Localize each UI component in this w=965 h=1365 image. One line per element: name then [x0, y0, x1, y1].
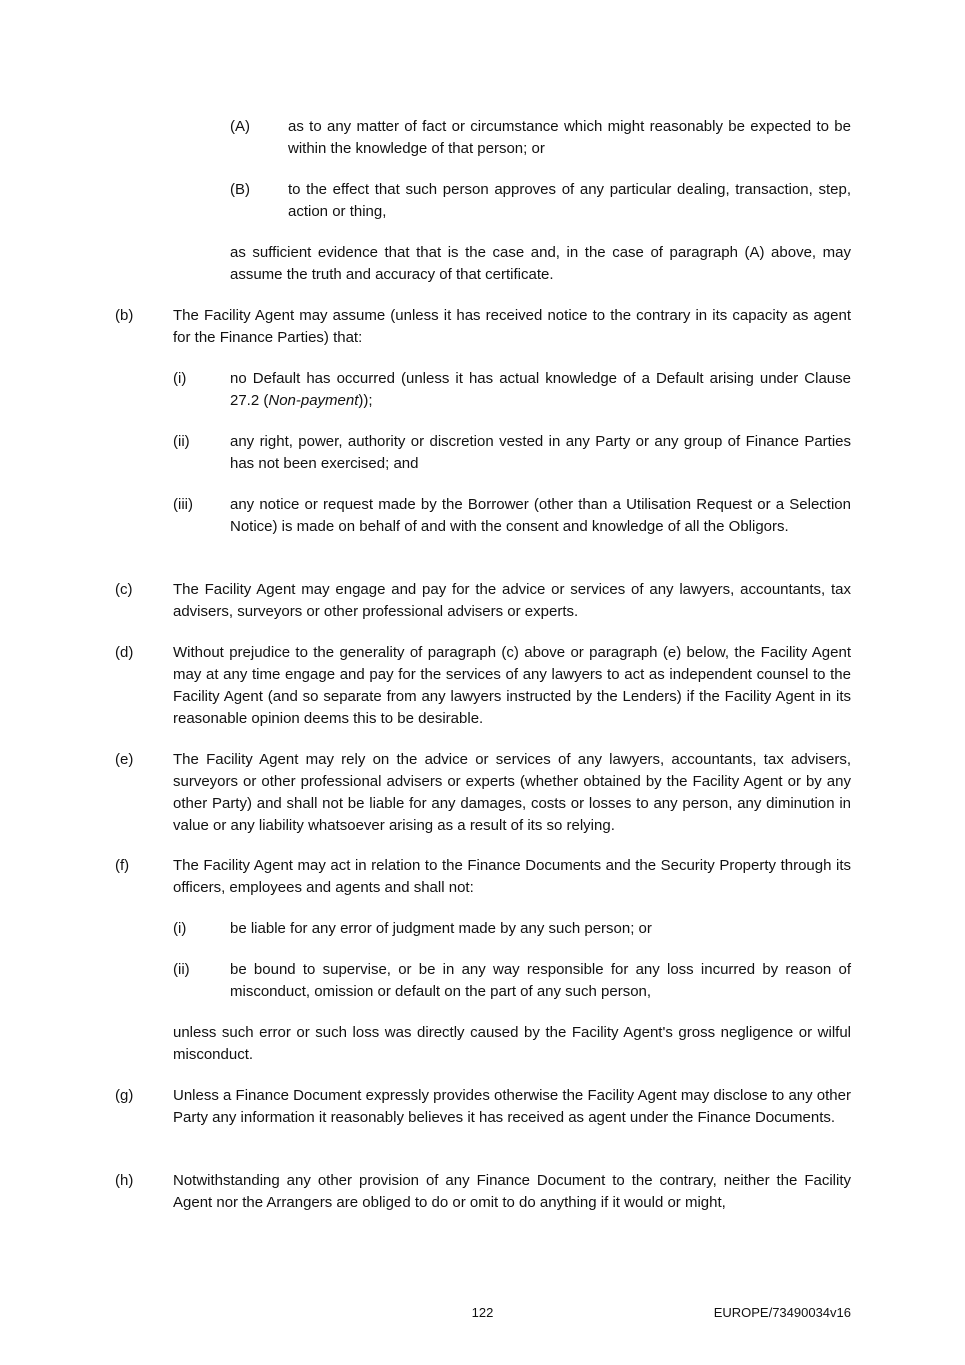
- page-number: 122: [471, 1305, 494, 1320]
- paragraph-text: Notwithstanding any other provision of any Finance Document to the contrary, neither the Facility Agent nor the Arrangers are obliged to do or omit to do anything if it would or might,: [173, 1172, 851, 1211]
- paragraph-number: (i): [173, 920, 187, 937]
- paragraph-A: [230, 116, 851, 160]
- paragraph-h: [115, 1170, 851, 1214]
- paragraph-text: The Facility Agent may act in relation to the Finance Documents and the Security Property through its officers, employees and agents and shall not:: [173, 857, 851, 896]
- paragraph-text: The Facility Agent may assume (unless it has received notice to the contrary in its capacity as agent for the Finance Parties) that:: [173, 307, 851, 346]
- paragraph-number: (ii): [173, 961, 190, 978]
- paragraph-number: (g): [115, 1087, 134, 1104]
- paragraph-text: to the effect that such person approves of any particular dealing, transaction, step, action or thing,: [288, 181, 851, 220]
- paragraph-number: (i): [173, 370, 187, 387]
- continuation-paragraph: [173, 1022, 851, 1066]
- paragraph-text-before: no Default has occurred (unless it has actual knowledge of a Default arising under Clause 27.2 (: [230, 370, 851, 409]
- paragraph-number: (iii): [173, 496, 193, 513]
- clause-title: Non-payment: [268, 392, 359, 409]
- paragraph-number: (b): [115, 307, 134, 324]
- paragraph-text: as sufficient evidence that that is the case and, in the case of paragraph (A) above, may assume the truth and accuracy of that certificate.: [230, 244, 851, 283]
- paragraph-text: Unless a Finance Document expressly provides otherwise the Facility Agent may disclose to any other Party any information it reasonably believes it has received as agent under the Finance Documents.: [173, 1087, 851, 1126]
- continuation-paragraph: [230, 242, 851, 286]
- paragraph-number: (h): [115, 1172, 134, 1189]
- paragraph-number: (c): [115, 581, 133, 598]
- paragraph-c: [115, 579, 851, 623]
- paragraph-g: [115, 1085, 851, 1129]
- paragraph-f-ii: [173, 959, 851, 1003]
- paragraph-b-ii: [173, 431, 851, 475]
- paragraph-number: (ii): [173, 433, 190, 450]
- paragraph-number: (B): [230, 181, 250, 198]
- paragraph-text: The Facility Agent may engage and pay for the advice or services of any lawyers, accountants, tax advisers, surveyors or other professional advisers or experts.: [173, 581, 851, 620]
- paragraph-d: [115, 642, 851, 730]
- paragraph-e: [115, 749, 851, 837]
- paragraph-text: unless such error or such loss was directly caused by the Facility Agent's gross negligence or wilful misconduct.: [173, 1024, 851, 1063]
- paragraph-text: [230, 368, 851, 412]
- paragraph-number: (e): [115, 751, 134, 768]
- paragraph-b: [115, 305, 851, 349]
- paragraph-f-i: [173, 918, 851, 940]
- document-reference: EUROPE/73490034v16: [713, 1305, 851, 1320]
- paragraph-text: any right, power, authority or discretion vested in any Party or any group of Finance Parties has not been exercised; and: [230, 433, 851, 472]
- paragraph-text: The Facility Agent may rely on the advice or services of any lawyers, accountants, tax advisers, surveyors or other professional advisers or experts (whether obtained by the Facility Agent or by any other Party) and shall not be liable for any damages, costs or losses to any person, any diminution in value or any liability whatsoever arising as a result of its so relying.: [173, 751, 851, 834]
- paragraph-text: be bound to supervise, or be in any way responsible for any loss incurred by reason of misconduct, omission or default on the part of any such person,: [230, 961, 851, 1000]
- paragraph-number: (d): [115, 644, 134, 661]
- paragraph-number: (f): [115, 857, 130, 874]
- paragraph-text: as to any matter of fact or circumstance which might reasonably be expected to be within the knowledge of that person; or: [288, 118, 851, 157]
- paragraph-text-after: ));: [358, 392, 373, 409]
- paragraph-b-iii: [173, 494, 851, 538]
- paragraph-text: any notice or request made by the Borrower (other than a Utilisation Request or a Selection Notice) is made on behalf of and with the consent and knowledge of all the Obligors.: [230, 496, 851, 535]
- paragraph-text: be liable for any error of judgment made by any such person; or: [230, 920, 652, 937]
- paragraph-b-i: [173, 368, 851, 412]
- paragraph-f: [115, 855, 851, 899]
- paragraph-B: [230, 179, 851, 223]
- paragraph-text: Without prejudice to the generality of paragraph (c) above or paragraph (e) below, the Facility Agent may at any time engage and pay for the services of any lawyers to act as independent counsel to the Facility Agent (and so separate from any lawyers instructed by the Lenders) if the Facility Agent in its reasonable opinion deems this to be desirable.: [173, 644, 851, 727]
- paragraph-number: (A): [230, 118, 250, 135]
